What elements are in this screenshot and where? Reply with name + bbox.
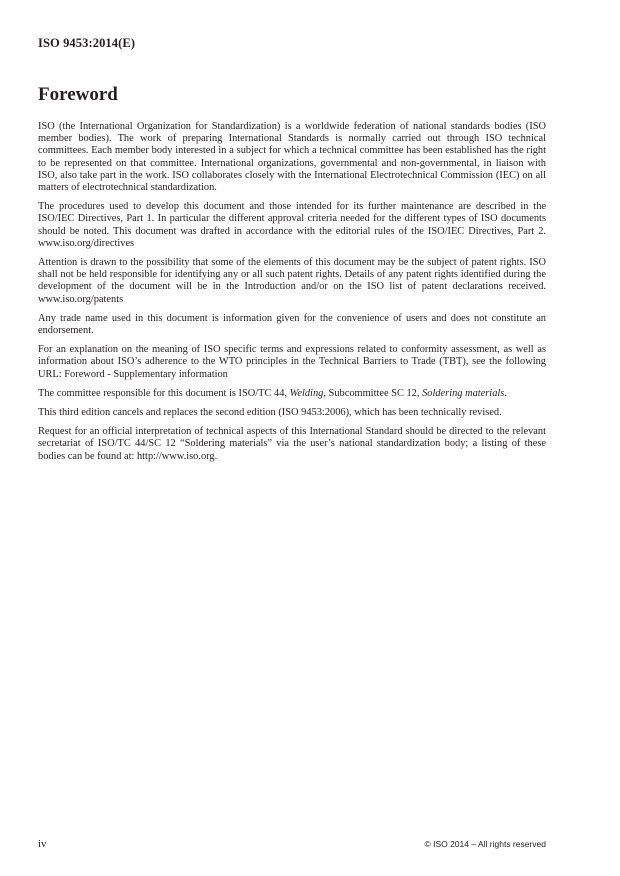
paragraph-conformity-assessment: For an explanation on the meaning of ISO specific terms and expressions related to conformity assessment, as well as information about ISO’s adherence to the WTO principles in the Technical Barriers to Trade (TBT), see the following URL: Foreword - Supplementary information (38, 344, 546, 380)
committee-text-middle: , Subcommittee SC 12, (323, 387, 423, 399)
paragraph-iso-federation: ISO (the International Organization for Standardization) is a worldwide federation of national standards bodies (ISO member bodies). The work of preparing International Standards is normally carried out through ISO technical committees. Each member body interested in a subject for which a technical committee has been established has the right to be represented on that committee. International organizations, governmental and non-governmental, in liaison with ISO, also take part in the work. ISO collaborates closely with the International Electrotechnical Commission (IEC) on all matters of electrotechnical standardization. (38, 121, 546, 194)
committee-text-before: The committee responsible for this document is ISO/TC 44, (38, 387, 290, 399)
subcommittee-name: Soldering materials (422, 387, 505, 399)
document-id: ISO 9453:2014(E) (38, 36, 136, 50)
paragraph-interpretation: Request for an official interpretation of technical aspects of this International Standard should be directed to the relevant secretariat of ISO/TC 44/SC 12 “Soldering materials” via the user’s national standardization body; a listing of these bodies can be found at: http://www.iso.org. (38, 426, 546, 462)
paragraph-patent-rights: Attention is drawn to the possibility that some of the elements of this document may be the subject of patent rights. ISO shall not be held responsible for identifying any or all such patent rights. Details of any patent rights identified during the development of the document will be in the Introduction and/or on the ISO list of patent declarations received. www.iso.org/patents (38, 257, 546, 305)
paragraph-procedures: The procedures used to develop this document and those intended for its further maintenance are described in the ISO/IEC Directives, Part 1. In particular the different approval criteria needed for the different types of ISO documents should be noted. This document was drafted in accordance with the editorial rules of the ISO/IEC Directives, Part 2. www.iso.org/directives (38, 201, 546, 249)
paragraph-committee (38, 388, 546, 400)
committee-name: Welding (289, 387, 324, 399)
copyright-notice: © ISO 2014 – All rights reserved (424, 839, 546, 849)
page-number: iv (38, 838, 47, 850)
paragraph-edition: This third edition cancels and replaces the second edition (ISO 9453:2006), which has been technically revised. (38, 407, 502, 419)
section-title: Foreword (38, 84, 118, 105)
committee-text-after: . (504, 387, 507, 399)
page-footer (38, 838, 546, 850)
paragraph-trade-names: Any trade name used in this document is information given for the convenience of users and does not constitute an endorsement. (38, 312, 546, 337)
foreword-body (38, 121, 546, 470)
